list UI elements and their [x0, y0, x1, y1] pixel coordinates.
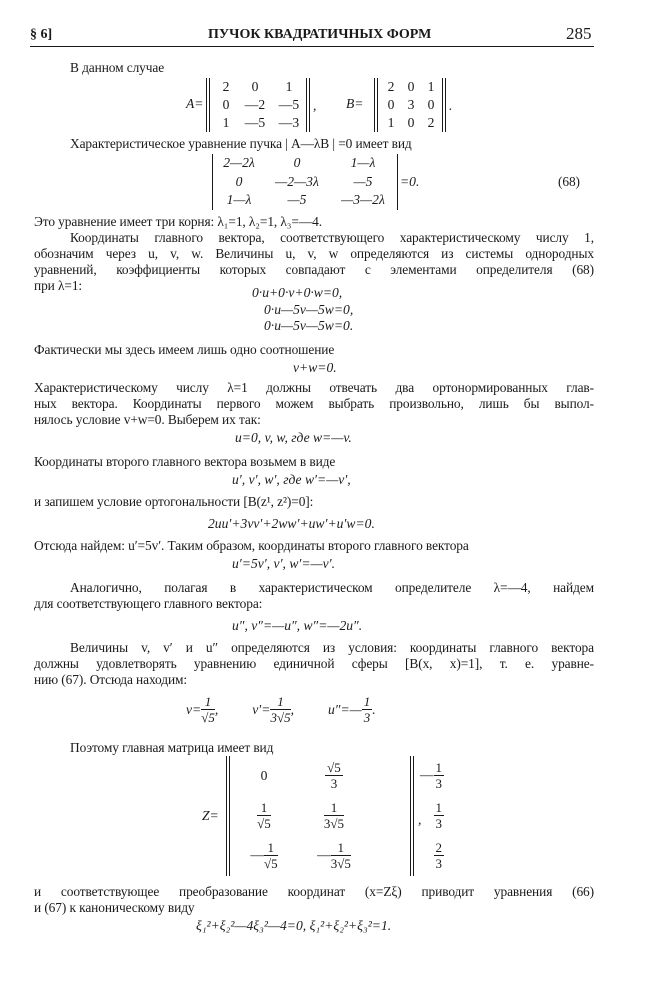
- matrix-a-comma: ,: [313, 98, 317, 113]
- matrix-b-cell: 1: [387, 115, 395, 130]
- det68-cell: —2—3λ: [275, 173, 319, 189]
- fraction-denominator: 3: [435, 856, 442, 871]
- system-eq-3: 0·u—5v—5w=0.: [264, 318, 354, 333]
- fraction: [434, 800, 445, 832]
- equation-v-plus-w: v+w=0.: [293, 360, 337, 375]
- matrix-z-cell: [374, 760, 444, 792]
- fraction-denominator: √5: [257, 816, 271, 831]
- equation-third-vector: u″, v″=—u″, w″=—2u″.: [232, 618, 363, 633]
- det68-right-bar: [397, 154, 398, 210]
- matrix-b-label: B=: [346, 96, 364, 111]
- matrix-z-cell: [294, 800, 374, 832]
- matrix-z-cell: [234, 840, 294, 872]
- paragraph-intro: В данном случае: [70, 60, 165, 75]
- matrix-a-right-bar-2: [309, 78, 310, 132]
- det68-rhs: =0.: [400, 174, 420, 189]
- paragraph-char-eq: Характеристическое уравнение пучка | A—λB | =0 имеет вид: [70, 136, 412, 151]
- paragraph-transform-l1: и соответствующее преобразование координат (x=Zξ) приводит уравнения (66): [34, 884, 594, 899]
- fraction-denominator: 3√5: [270, 710, 291, 725]
- fraction-v: [201, 694, 215, 726]
- matrix-a-cell: —2: [244, 97, 266, 112]
- equation-number-68: (68): [558, 174, 580, 189]
- matrix-b-cell: 1: [427, 79, 435, 94]
- det68-cell: —5: [287, 192, 307, 207]
- fraction: [257, 800, 271, 832]
- paragraph-roots: Это уравнение имеет три корня: λ₁=1, λ₂=1, λ₃=—4.: [34, 214, 322, 229]
- equation-canonical: ξ₁²+ξ₂²—4ξ₃²—4=0, ξ₁²+ξ₂²+ξ₃²=1.: [196, 918, 392, 933]
- value-vp-label: v′=: [252, 702, 271, 717]
- fraction-numerator: 1: [435, 760, 442, 775]
- matrix-z-left-bar: [226, 756, 227, 876]
- det68-cell: 2—2λ: [223, 155, 255, 170]
- fraction-numerator: 1: [270, 694, 290, 710]
- paragraph-second-vector: Координаты второго главного вектора возьмем в виде: [34, 454, 336, 469]
- matrix-b-cell: 2: [387, 79, 395, 94]
- matrix-z-cell: [374, 800, 444, 832]
- page-title: ПУЧОК КВАДРАТИЧНЫХ ФОРМ: [208, 27, 432, 42]
- paragraph-find: Отсюда найдем: u′=5v′. Таким образом, координаты второго главного вектора: [34, 538, 469, 553]
- matrix-b: [381, 78, 441, 132]
- det68-left-bar: [212, 154, 213, 210]
- fraction-denominator: 3: [330, 776, 338, 791]
- matrix-a-label: A=: [186, 96, 204, 111]
- matrix-a-cell: 1: [222, 115, 230, 130]
- equation-second-vector: u′, v′, w′, где w′=—v′,: [232, 472, 351, 487]
- matrix-b-right-bar-2: [445, 78, 446, 132]
- fraction-denominator: 3: [363, 710, 371, 725]
- matrix-b-left-bar-2: [377, 78, 378, 132]
- values-comma-1: ,: [214, 702, 219, 717]
- paragraph-orthogonality: и запишем условие ортогональности [B(z¹, z²)=0]:: [34, 494, 314, 509]
- matrix-a-left-bar: [206, 78, 207, 132]
- fraction-numerator: 1: [331, 840, 351, 856]
- zero-value: 0: [260, 768, 268, 783]
- values-comma-2: ,: [290, 702, 294, 717]
- fraction: [434, 760, 445, 792]
- header-rule: [30, 46, 594, 47]
- paragraph-orthonormal-l1: Характеристическому числу λ=1 должны отвечать два ортонормированных глав-: [34, 380, 594, 395]
- page-number: 285: [566, 24, 592, 43]
- det68-cell: 0: [293, 155, 301, 170]
- paragraph-coords-l1: Координаты главного вектора, соответствующего характеристическому числу 1,: [70, 230, 594, 245]
- fraction-upp: [362, 694, 376, 726]
- matrix-b-dot: .: [449, 98, 453, 113]
- matrix-b-cell: 3: [407, 97, 415, 112]
- paragraph-transform-l2: и (67) к каноническому виду: [34, 900, 195, 915]
- matrix-a-cell: 0: [222, 97, 230, 112]
- minus-sign: —: [419, 767, 434, 783]
- matrix-z-right-bar: [410, 756, 411, 876]
- fraction: [325, 760, 343, 792]
- paragraph-unit-sphere-l1: Величины v, v′ и u″ определяются из условия: координаты главного вектора: [70, 640, 594, 655]
- matrix-a-cell: 2: [222, 79, 230, 94]
- paragraph-similarly-l1: Аналогично, полагая в характеристическом определителе λ=—4, найдем: [70, 580, 594, 595]
- paragraph-coords-l3: уравнений, коэффициенты которых совпадают с элементами определителя (68): [34, 262, 594, 277]
- paragraph-coords-l4: при λ=1:: [34, 278, 83, 293]
- values-dot: .: [372, 702, 376, 717]
- det68-cell: 0: [235, 173, 243, 189]
- matrix-a-cell: —5: [244, 115, 266, 130]
- fraction-numerator: 1: [324, 800, 344, 816]
- system-eq-2: 0·u—5v—5w=0,: [264, 302, 354, 317]
- matrix-b-cell: 0: [407, 79, 415, 94]
- det68-cell: —3—2λ: [341, 192, 385, 207]
- fraction-denominator: 3√5: [323, 816, 345, 831]
- matrix-b-cell: 0: [387, 97, 395, 112]
- fraction: [331, 840, 351, 872]
- fraction-numerator: 1: [264, 840, 278, 856]
- paragraph-unit-sphere-l3: нию (67). Отсюда находим:: [34, 672, 188, 687]
- section-marker: § 6]: [30, 27, 53, 42]
- minus-sign: —: [250, 847, 264, 863]
- system-eq-1: 0·u+0·v+0·w=0,: [252, 285, 343, 300]
- paragraph-similarly-l2: для соответствующего главного вектора:: [34, 596, 263, 611]
- paragraph-coords-l2: обозначим через u, v, w. Величины u, v, w определяются из системы однородных: [34, 246, 594, 261]
- fraction-denominator: 3√5: [330, 856, 351, 871]
- fraction-vp: [270, 694, 290, 726]
- matrix-a-left-bar-2: [209, 78, 210, 132]
- matrix-a-cell: —3: [278, 115, 300, 130]
- matrix-b-cell: 0: [427, 97, 435, 112]
- values-row: [186, 694, 376, 726]
- matrix-a: [214, 78, 306, 132]
- equation-first-vector: u=0, v, w, где w=—v.: [235, 430, 352, 445]
- equation-orthogonality: 2uu′+3vv′+2ww′+uw′+u′w=0.: [208, 516, 375, 531]
- matrix-b-cell: 0: [407, 115, 415, 130]
- fraction-numerator: 1: [363, 694, 371, 709]
- matrix-z-comma: ,: [418, 812, 422, 827]
- fraction: [324, 800, 344, 832]
- paragraph-unit-sphere-l2: должны удовлетворять уравнению единичной сферы [B(x, x)=1], т. е. уравне-: [34, 656, 594, 671]
- det68-cell: 1—λ: [350, 155, 376, 170]
- fraction: [434, 840, 445, 872]
- fraction-denominator: √5: [201, 710, 215, 725]
- matrix-z-cell: [234, 800, 294, 832]
- fraction-denominator: 3: [435, 776, 442, 791]
- matrix-b-right-bar: [442, 78, 443, 132]
- matrix-z-cell: [234, 768, 294, 784]
- matrix-a-right-bar: [306, 78, 307, 132]
- fraction-denominator: 3: [435, 816, 442, 831]
- matrix-b-cell: 2: [427, 115, 435, 130]
- matrix-z-right-bar-2: [413, 756, 414, 876]
- matrix-z-cell: [374, 840, 444, 872]
- det68: [214, 154, 396, 210]
- matrix-a-cell: 0: [251, 79, 259, 94]
- paragraph-one-relation: Фактически мы здесь имеем лишь одно соотношение: [34, 342, 335, 357]
- fraction-numerator: 1: [201, 694, 215, 710]
- matrix-z-left-bar-2: [229, 756, 230, 876]
- fraction-denominator: √5: [263, 856, 278, 871]
- det68-cell: 1—λ: [226, 192, 252, 207]
- minus-sign: —: [317, 847, 331, 863]
- value-upp-label: u″=—: [328, 702, 362, 717]
- matrix-z-cell: [294, 760, 374, 792]
- matrix-z-cell: [294, 840, 374, 872]
- fraction-numerator: 1: [435, 800, 442, 815]
- det68-cell: —5: [353, 173, 373, 189]
- fraction-numerator: √5: [327, 760, 341, 775]
- fraction: [264, 840, 278, 872]
- fraction-numerator: 1: [257, 800, 271, 816]
- paragraph-principal-matrix: Поэтому главная матрица имеет вид: [70, 740, 274, 755]
- value-v-label: v=: [186, 702, 202, 717]
- paragraph-orthonormal-l3: нялось условие v+w=0. Выберем их так:: [34, 412, 261, 427]
- matrix-b-left-bar: [374, 78, 375, 132]
- paragraph-orthonormal-l2: ных вектора. Координаты первого можем выбрать произвольно, лишь бы выпол-: [34, 396, 594, 411]
- matrix-a-cell: —5: [278, 97, 300, 112]
- equation-second-vector-final: u′=5v′, v′, w′=—v′.: [232, 556, 336, 571]
- matrix-a-cell: 1: [285, 79, 293, 94]
- matrix-z-label: Z=: [202, 808, 219, 823]
- fraction-numerator: 2: [435, 840, 442, 855]
